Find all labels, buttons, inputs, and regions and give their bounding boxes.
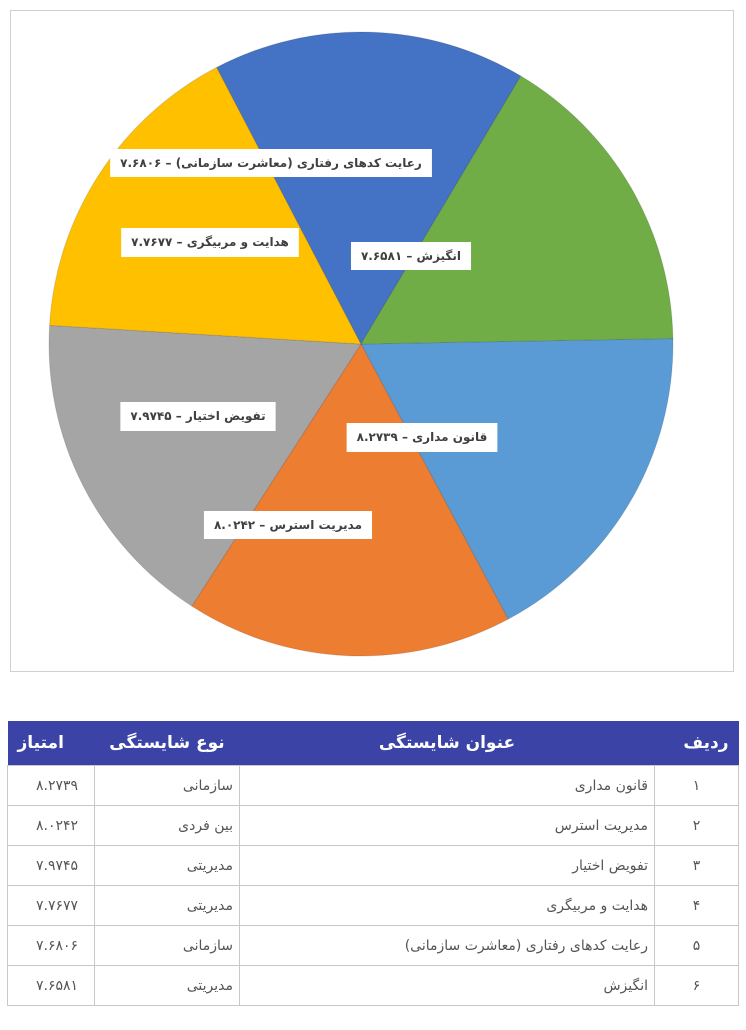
table-row: [8, 806, 739, 846]
cell-title: هدایت و مربیگری: [240, 886, 655, 926]
header-type: نوع شایستگی: [95, 721, 240, 766]
cell-radif: ۵: [655, 926, 739, 966]
cell-radif: ۱: [655, 766, 739, 806]
slice-label-group: [351, 242, 471, 270]
cell-title: رعایت کدهای رفتاری (معاشرت سازمانی): [240, 926, 655, 966]
slice-label: مدیریت استرس – ۸.۰۲۴۲: [213, 518, 363, 532]
table-row: [8, 886, 739, 926]
cell-type: بین فردی: [95, 806, 240, 846]
slice-label-group: [347, 423, 498, 452]
cell-score: ۸.۲۷۳۹: [8, 766, 95, 806]
cell-title: انگیزش: [240, 966, 655, 1006]
slice-label: رعایت کدهای رفتاری (معاشرت سازمانی) – ۷.۶۸۰۶: [120, 156, 422, 170]
table-row: [8, 766, 739, 806]
table-row: [8, 966, 739, 1006]
cell-score: ۷.۹۷۴۵: [8, 846, 95, 886]
slice-label-group: [204, 511, 372, 539]
cell-radif: ۶: [655, 966, 739, 1006]
cell-type: سازمانی: [95, 766, 240, 806]
pie-chart-frame: [10, 10, 734, 672]
cell-title: مدیریت استرس: [240, 806, 655, 846]
competency-table: [7, 721, 739, 1006]
pie-chart: [11, 11, 733, 671]
slice-label: قانون مداری – ۸.۲۷۳۹: [356, 430, 488, 444]
table-header-row: [8, 721, 739, 766]
slice-label: تفویض اختیار – ۷.۹۷۴۵: [130, 409, 266, 423]
header-title: عنوان شایستگی: [240, 721, 655, 766]
cell-score: ۸.۰۲۴۲: [8, 806, 95, 846]
cell-type: مدیریتی: [95, 966, 240, 1006]
slice-label-group: [110, 149, 432, 177]
header-radif: ردیف: [655, 721, 739, 766]
competency-table-wrap: [7, 721, 738, 1006]
cell-score: ۷.۶۵۸۱: [8, 966, 95, 1006]
cell-title: تفویض اختیار: [240, 846, 655, 886]
slice-label: هدایت و مربیگری – ۷.۷۶۷۷: [131, 235, 289, 249]
cell-radif: ۲: [655, 806, 739, 846]
cell-title: قانون مداری: [240, 766, 655, 806]
slice-label-group: [120, 402, 275, 431]
cell-radif: ۴: [655, 886, 739, 926]
cell-type: مدیریتی: [95, 846, 240, 886]
cell-type: سازمانی: [95, 926, 240, 966]
cell-radif: ۳: [655, 846, 739, 886]
table-row: [8, 926, 739, 966]
slice-label: انگیزش – ۷.۶۵۸۱: [360, 249, 462, 263]
table-row: [8, 846, 739, 886]
header-score: امتیاز: [8, 721, 95, 766]
cell-score: ۷.۶۸۰۶: [8, 926, 95, 966]
cell-type: مدیریتی: [95, 886, 240, 926]
slice-label-group: [121, 228, 299, 257]
cell-score: ۷.۷۶۷۷: [8, 886, 95, 926]
